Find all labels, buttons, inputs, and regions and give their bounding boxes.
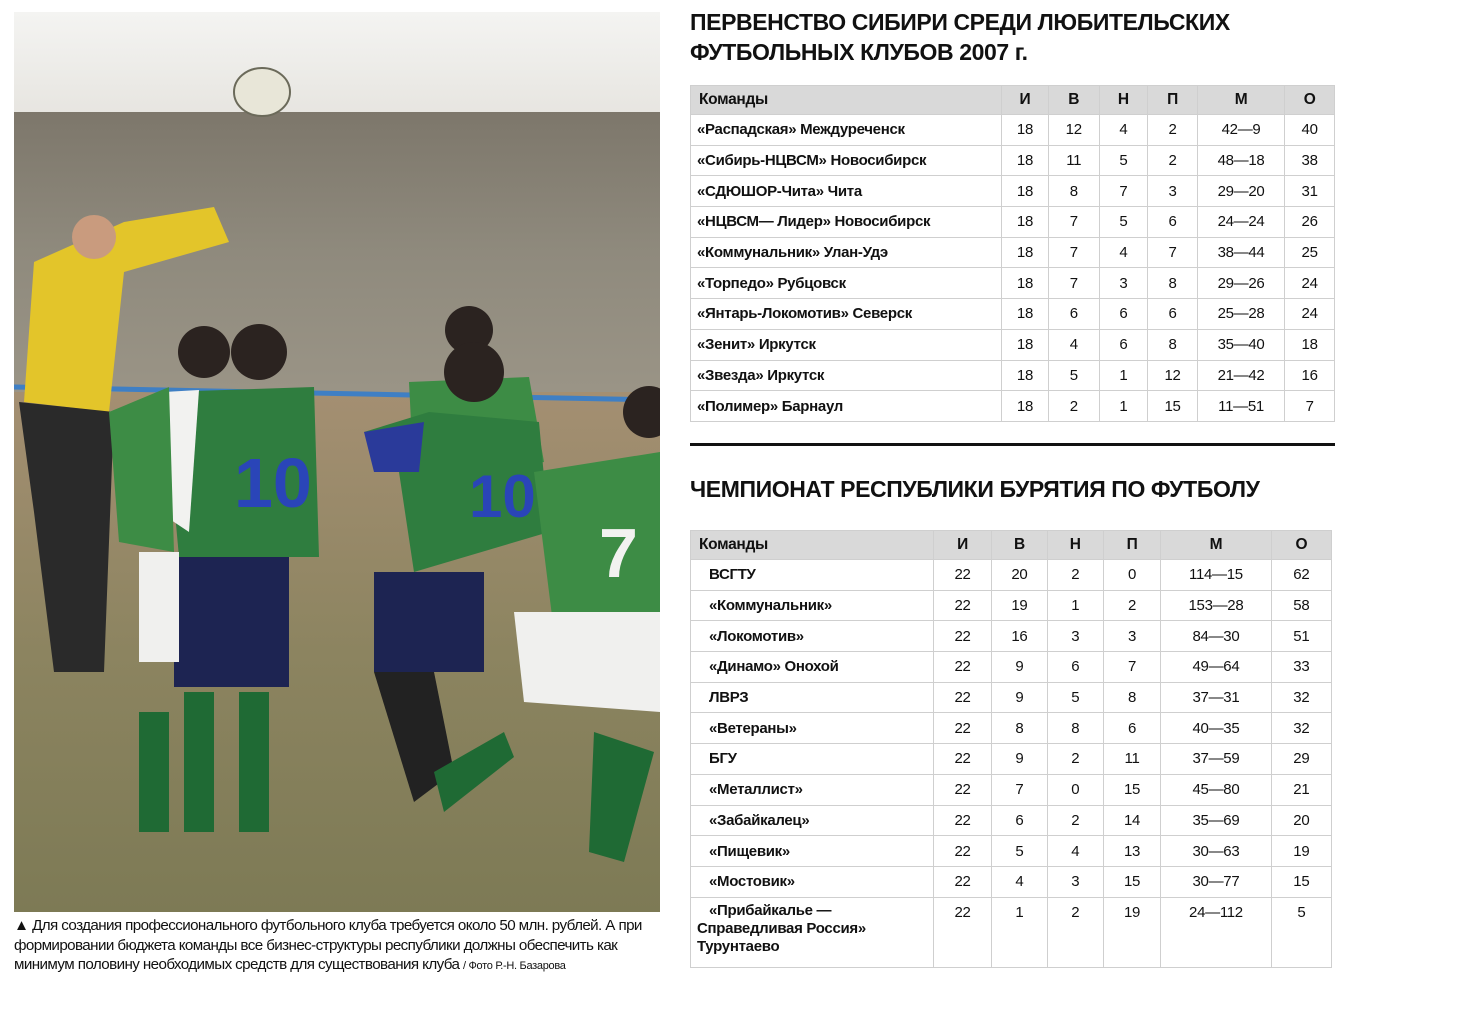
stat-cell: 3 <box>1047 621 1103 652</box>
stat-cell: 4 <box>1099 237 1148 268</box>
stat-cell: 18 <box>1285 329 1335 360</box>
table-header-row <box>691 86 1335 115</box>
team-name-cell: БГУ <box>691 744 934 775</box>
stat-cell: 12 <box>1148 360 1198 391</box>
team-name-cell: «Прибайкалье — Справедливая Россия» Турунтаево <box>691 897 934 967</box>
stat-cell: 4 <box>992 866 1047 897</box>
column-header: П <box>1103 531 1160 560</box>
column-header: В <box>992 531 1047 560</box>
table-row <box>691 897 1332 967</box>
stat-cell: 8 <box>1148 329 1198 360</box>
photo-credit: / Фото Р.-Н. Базарова <box>462 960 566 972</box>
stat-cell: 22 <box>933 560 991 591</box>
stat-cell: 5 <box>1271 897 1331 967</box>
stat-cell: 9 <box>992 652 1047 683</box>
stat-cell: 5 <box>1099 145 1148 176</box>
stat-cell: 9 <box>992 744 1047 775</box>
stat-cell: 8 <box>1148 268 1198 299</box>
stat-cell: 7 <box>1285 391 1335 422</box>
football-match-photo <box>14 12 660 912</box>
team-name-cell: «Металлист» <box>691 774 934 805</box>
column-header: Н <box>1047 531 1103 560</box>
stat-cell: 37—59 <box>1161 744 1272 775</box>
team-name-cell: «Распадская» Междуреченск <box>691 115 1002 146</box>
stat-cell: 6 <box>992 805 1047 836</box>
stat-cell: 18 <box>1002 299 1049 330</box>
stat-cell: 22 <box>933 866 991 897</box>
stat-cell: 18 <box>1002 207 1049 238</box>
stat-cell: 15 <box>1103 866 1160 897</box>
column-header: М <box>1161 531 1272 560</box>
stat-cell: 4 <box>1048 329 1099 360</box>
buryatia-championship-title: ЧЕМПИОНАТ РЕСПУБЛИКИ БУРЯТИЯ ПО ФУТБОЛУ <box>690 476 1260 502</box>
stat-cell: 16 <box>1285 360 1335 391</box>
stat-cell: 37—31 <box>1161 682 1272 713</box>
stat-cell: 4 <box>1047 836 1103 867</box>
stat-cell: 7 <box>1048 207 1099 238</box>
table-row <box>691 744 1332 775</box>
stat-cell: 13 <box>1103 836 1160 867</box>
stat-cell: 22 <box>933 774 991 805</box>
stat-cell: 29 <box>1271 744 1331 775</box>
stat-cell: 1 <box>1047 590 1103 621</box>
table-row <box>691 329 1335 360</box>
stat-cell: 22 <box>933 897 991 967</box>
stat-cell: 33 <box>1271 652 1331 683</box>
stat-cell: 2 <box>1047 560 1103 591</box>
stat-cell: 22 <box>933 682 991 713</box>
stat-cell: 25 <box>1285 237 1335 268</box>
jersey-number: 10 <box>469 463 536 530</box>
siberia-championship-title: ПЕРВЕНСТВО СИБИРИ СРЕДИ ЛЮБИТЕЛЬСКИХ ФУТБОЛЬНЫХ КЛУБОВ 2007 г. <box>690 9 1230 65</box>
team-name-cell: «Ветераны» <box>691 713 934 744</box>
table-row <box>691 805 1332 836</box>
stat-cell: 40—35 <box>1161 713 1272 744</box>
stat-cell: 19 <box>1103 897 1160 967</box>
stat-cell: 22 <box>933 590 991 621</box>
jersey-number: 7 <box>599 514 638 592</box>
stat-cell: 3 <box>1103 621 1160 652</box>
stat-cell: 35—69 <box>1161 805 1272 836</box>
column-header: П <box>1148 86 1198 115</box>
team-name-cell: «НЦВСМ— Лидер» Новосибирск <box>691 207 1002 238</box>
stat-cell: 22 <box>933 621 991 652</box>
stat-cell: 2 <box>1047 744 1103 775</box>
stat-cell: 18 <box>1002 145 1049 176</box>
stat-cell: 1 <box>1099 391 1148 422</box>
column-header: И <box>933 531 991 560</box>
stat-cell: 11 <box>1103 744 1160 775</box>
stat-cell: 6 <box>1148 299 1198 330</box>
team-name-cell: «Коммунальник» <box>691 590 934 621</box>
stat-cell: 6 <box>1099 329 1148 360</box>
table-row <box>691 115 1335 146</box>
table-row <box>691 391 1335 422</box>
team-name-cell: «Забайкалец» <box>691 805 934 836</box>
stat-cell: 7 <box>1148 237 1198 268</box>
stat-cell: 6 <box>1148 207 1198 238</box>
stat-cell: 49—64 <box>1161 652 1272 683</box>
stat-cell: 29—26 <box>1197 268 1284 299</box>
siberia-standings-table <box>690 85 1335 422</box>
team-name-cell: «Сибирь-НЦВСМ» Новосибирск <box>691 145 1002 176</box>
table-row <box>691 360 1335 391</box>
stat-cell: 12 <box>1048 115 1099 146</box>
stat-cell: 30—63 <box>1161 836 1272 867</box>
table-row <box>691 774 1332 805</box>
stat-cell: 2 <box>1148 145 1198 176</box>
stat-cell: 22 <box>933 652 991 683</box>
table-header-row <box>691 531 1332 560</box>
stat-cell: 11—51 <box>1197 391 1284 422</box>
stat-cell: 32 <box>1271 713 1331 744</box>
table-row <box>691 560 1332 591</box>
stat-cell: 22 <box>933 713 991 744</box>
table-row <box>691 713 1332 744</box>
table-row <box>691 237 1335 268</box>
stat-cell: 18 <box>1002 329 1049 360</box>
stat-cell: 22 <box>933 836 991 867</box>
table-row <box>691 145 1335 176</box>
table-row <box>691 299 1335 330</box>
stat-cell: 26 <box>1285 207 1335 238</box>
stat-cell: 19 <box>1271 836 1331 867</box>
stat-cell: 9 <box>992 682 1047 713</box>
stat-cell: 6 <box>1048 299 1099 330</box>
stat-cell: 42—9 <box>1197 115 1284 146</box>
stat-cell: 11 <box>1048 145 1099 176</box>
team-name-cell: «Локомотив» <box>691 621 934 652</box>
table-row <box>691 621 1332 652</box>
stat-cell: 6 <box>1047 652 1103 683</box>
stat-cell: 7 <box>1103 652 1160 683</box>
stat-cell: 0 <box>1047 774 1103 805</box>
stat-cell: 31 <box>1285 176 1335 207</box>
section-divider <box>690 443 1335 446</box>
table-row <box>691 836 1332 867</box>
stat-cell: 24—112 <box>1161 897 1272 967</box>
stat-cell: 40 <box>1285 115 1335 146</box>
column-header: О <box>1271 531 1331 560</box>
stat-cell: 24—24 <box>1197 207 1284 238</box>
stat-cell: 2 <box>1047 805 1103 836</box>
stat-cell: 38—44 <box>1197 237 1284 268</box>
stat-cell: 24 <box>1285 299 1335 330</box>
team-name-cell: «Пищевик» <box>691 836 934 867</box>
stat-cell: 2 <box>1047 897 1103 967</box>
table-row <box>691 866 1332 897</box>
stat-cell: 18 <box>1002 360 1049 391</box>
stat-cell: 45—80 <box>1161 774 1272 805</box>
team-name-cell: ВСГТУ <box>691 560 934 591</box>
stat-cell: 16 <box>992 621 1047 652</box>
stat-cell: 18 <box>1002 115 1049 146</box>
photo-caption <box>14 916 664 977</box>
stat-cell: 18 <box>1002 237 1049 268</box>
table-row <box>691 590 1332 621</box>
stat-cell: 58 <box>1271 590 1331 621</box>
column-header: М <box>1197 86 1284 115</box>
stat-cell: 7 <box>1099 176 1148 207</box>
stat-cell: 4 <box>1099 115 1148 146</box>
stat-cell: 6 <box>1103 713 1160 744</box>
table-row <box>691 207 1335 238</box>
stat-cell: 8 <box>992 713 1047 744</box>
team-name-cell: «Янтарь-Локомотив» Северск <box>691 299 1002 330</box>
stat-cell: 153—28 <box>1161 590 1272 621</box>
stat-cell: 5 <box>1047 682 1103 713</box>
stat-cell: 7 <box>1048 268 1099 299</box>
stat-cell: 8 <box>1047 713 1103 744</box>
stat-cell: 7 <box>992 774 1047 805</box>
stat-cell: 114—15 <box>1161 560 1272 591</box>
stat-cell: 2 <box>1048 391 1099 422</box>
stat-cell: 8 <box>1048 176 1099 207</box>
stat-cell: 0 <box>1103 560 1160 591</box>
stat-cell: 32 <box>1271 682 1331 713</box>
stat-cell: 35—40 <box>1197 329 1284 360</box>
stat-cell: 3 <box>1148 176 1198 207</box>
stat-cell: 6 <box>1099 299 1148 330</box>
team-name-cell: «Торпедо» Рубцовск <box>691 268 1002 299</box>
stat-cell: 38 <box>1285 145 1335 176</box>
stat-cell: 7 <box>1048 237 1099 268</box>
stat-cell: 30—77 <box>1161 866 1272 897</box>
table-row <box>691 176 1335 207</box>
team-name-cell: «Коммунальник» Улан-Удэ <box>691 237 1002 268</box>
stat-cell: 84—30 <box>1161 621 1272 652</box>
stat-cell: 25—28 <box>1197 299 1284 330</box>
column-header: Команды <box>691 86 1002 115</box>
column-header: Н <box>1099 86 1148 115</box>
stat-cell: 18 <box>1002 268 1049 299</box>
stat-cell: 5 <box>992 836 1047 867</box>
team-name-cell: ЛВРЗ <box>691 682 934 713</box>
jersey-number: 10 <box>234 444 312 522</box>
stat-cell: 5 <box>1099 207 1148 238</box>
stat-cell: 29—20 <box>1197 176 1284 207</box>
stat-cell: 2 <box>1103 590 1160 621</box>
stat-cell: 8 <box>1103 682 1160 713</box>
caption-text: Для создания профессионального футбольного клуба требуется около 50 млн. рублей. А при формировании бюджета команды все бизнес-структуры республики должны обеспечить как минимум половину необходимых средств для существования клуба <box>14 917 642 973</box>
stat-cell: 18 <box>1002 391 1049 422</box>
stat-cell: 1 <box>992 897 1047 967</box>
stat-cell: 19 <box>992 590 1047 621</box>
stat-cell: 14 <box>1103 805 1160 836</box>
team-name-cell: «Динамо» Онохой <box>691 652 934 683</box>
team-name-cell: «Полимер» Барнаул <box>691 391 1002 422</box>
stat-cell: 21 <box>1271 774 1331 805</box>
stat-cell: 5 <box>1048 360 1099 391</box>
stat-cell: 22 <box>933 805 991 836</box>
stat-cell: 22 <box>933 744 991 775</box>
column-header: В <box>1048 86 1099 115</box>
column-header: И <box>1002 86 1049 115</box>
stat-cell: 15 <box>1148 391 1198 422</box>
triangle-marker-icon: ▲ <box>14 917 29 934</box>
stat-cell: 20 <box>1271 805 1331 836</box>
table-row <box>691 268 1335 299</box>
stat-cell: 62 <box>1271 560 1331 591</box>
team-name-cell: «Звезда» Иркутск <box>691 360 1002 391</box>
stat-cell: 18 <box>1002 176 1049 207</box>
stat-cell: 21—42 <box>1197 360 1284 391</box>
stat-cell: 15 <box>1271 866 1331 897</box>
stat-cell: 15 <box>1103 774 1160 805</box>
team-name-cell: «Мостовик» <box>691 866 934 897</box>
column-header: О <box>1285 86 1335 115</box>
table-row <box>691 652 1332 683</box>
team-name-cell: «Зенит» Иркутск <box>691 329 1002 360</box>
stat-cell: 24 <box>1285 268 1335 299</box>
table-row <box>691 682 1332 713</box>
stat-cell: 2 <box>1148 115 1198 146</box>
column-header: Команды <box>691 531 934 560</box>
stat-cell: 20 <box>992 560 1047 591</box>
stat-cell: 3 <box>1099 268 1148 299</box>
stat-cell: 51 <box>1271 621 1331 652</box>
stat-cell: 1 <box>1099 360 1148 391</box>
stat-cell: 48—18 <box>1197 145 1284 176</box>
buryatia-standings-table <box>690 530 1332 968</box>
stat-cell: 3 <box>1047 866 1103 897</box>
team-name-cell: «СДЮШОР-Чита» Чита <box>691 176 1002 207</box>
